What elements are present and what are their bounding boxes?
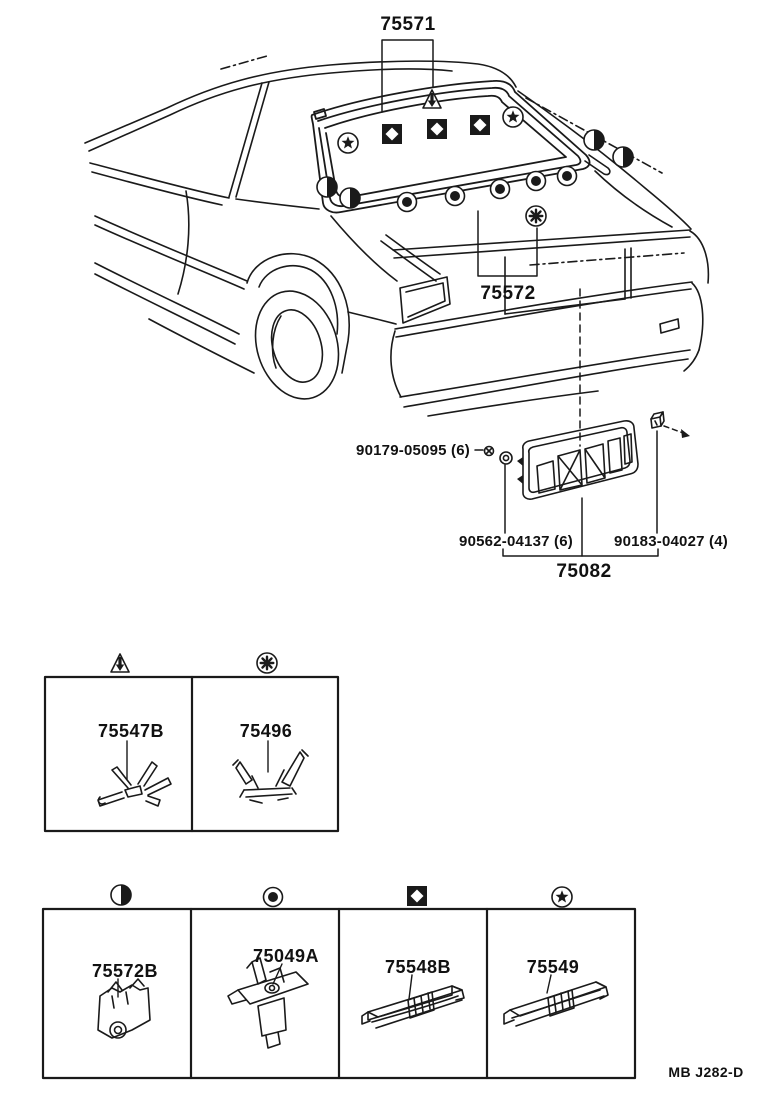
circle-half-filled-icon (613, 147, 633, 167)
clip-75496-drawing (233, 750, 308, 803)
part-number-75572B: 75572B (91, 961, 159, 981)
grommet-90562-drawing (500, 452, 512, 464)
circle-star-icon (338, 133, 358, 153)
part-number-75548B: 75548B (384, 957, 452, 977)
circle-half-filled-icon (111, 885, 131, 905)
square-diamond-icon (427, 119, 447, 139)
screw-90179-drawing (485, 447, 494, 456)
clip-75049A-drawing (228, 958, 308, 1048)
table-header-symbols (111, 653, 572, 907)
clip-75549-drawing (504, 982, 608, 1026)
leader-lines (382, 40, 690, 556)
circle-star-icon (552, 887, 572, 907)
figure-code: MB J282-D (668, 1064, 744, 1080)
square-diamond-icon (382, 124, 402, 144)
callout-75571: 75571 (380, 14, 436, 35)
circle-half-filled-icon (317, 177, 337, 197)
clip-table-1-grid (45, 677, 338, 831)
square-diamond-icon (470, 115, 490, 135)
part-number-75549: 75549 (526, 957, 580, 977)
part-number-75547B: 75547B (97, 721, 165, 741)
garnish-mount-tabs (517, 457, 523, 484)
triangle-arrow-icon (423, 90, 441, 108)
callout-75572: 75572 (480, 283, 536, 304)
circle-dot-icon (398, 193, 417, 212)
circle-dot-icon (558, 167, 577, 186)
circle-dot-icon (491, 180, 510, 199)
clip-table-2-grid (43, 909, 635, 1078)
square-diamond-icon (407, 886, 427, 906)
circle-dot-icon (527, 172, 546, 191)
circle-dot-icon (446, 187, 465, 206)
callout-retainer-clip: 90183-04027 (4) (614, 533, 728, 550)
circle-asterisk-icon (526, 206, 546, 226)
circle-asterisk-icon (257, 653, 277, 673)
triangle-arrow-icon (111, 654, 129, 672)
license-garnish-75082-drawing (517, 421, 638, 499)
clip-75547B-drawing (98, 762, 171, 806)
circle-star-icon (503, 107, 523, 127)
circle-half-filled-icon (584, 130, 604, 150)
clip-symbols-on-window (317, 90, 633, 226)
arrowhead (681, 429, 690, 438)
callout-screw: 90179-05095 (6) (356, 442, 470, 459)
callout-75082: 75082 (556, 561, 612, 582)
leader-75571 (382, 40, 433, 112)
part-number-75049A: 75049A (252, 946, 320, 966)
clip-75572B-drawing (98, 979, 150, 1038)
clip-75548B-drawing (362, 986, 464, 1028)
clip-90183-drawing (651, 412, 664, 428)
bracket-75082 (503, 549, 658, 556)
car-body-outline (85, 56, 708, 416)
part-number-75496: 75496 (239, 721, 293, 741)
circle-dot-icon (264, 888, 283, 907)
callout-grommet: 90562-04137 (6) (459, 533, 573, 550)
circle-half-filled-icon (340, 188, 360, 208)
